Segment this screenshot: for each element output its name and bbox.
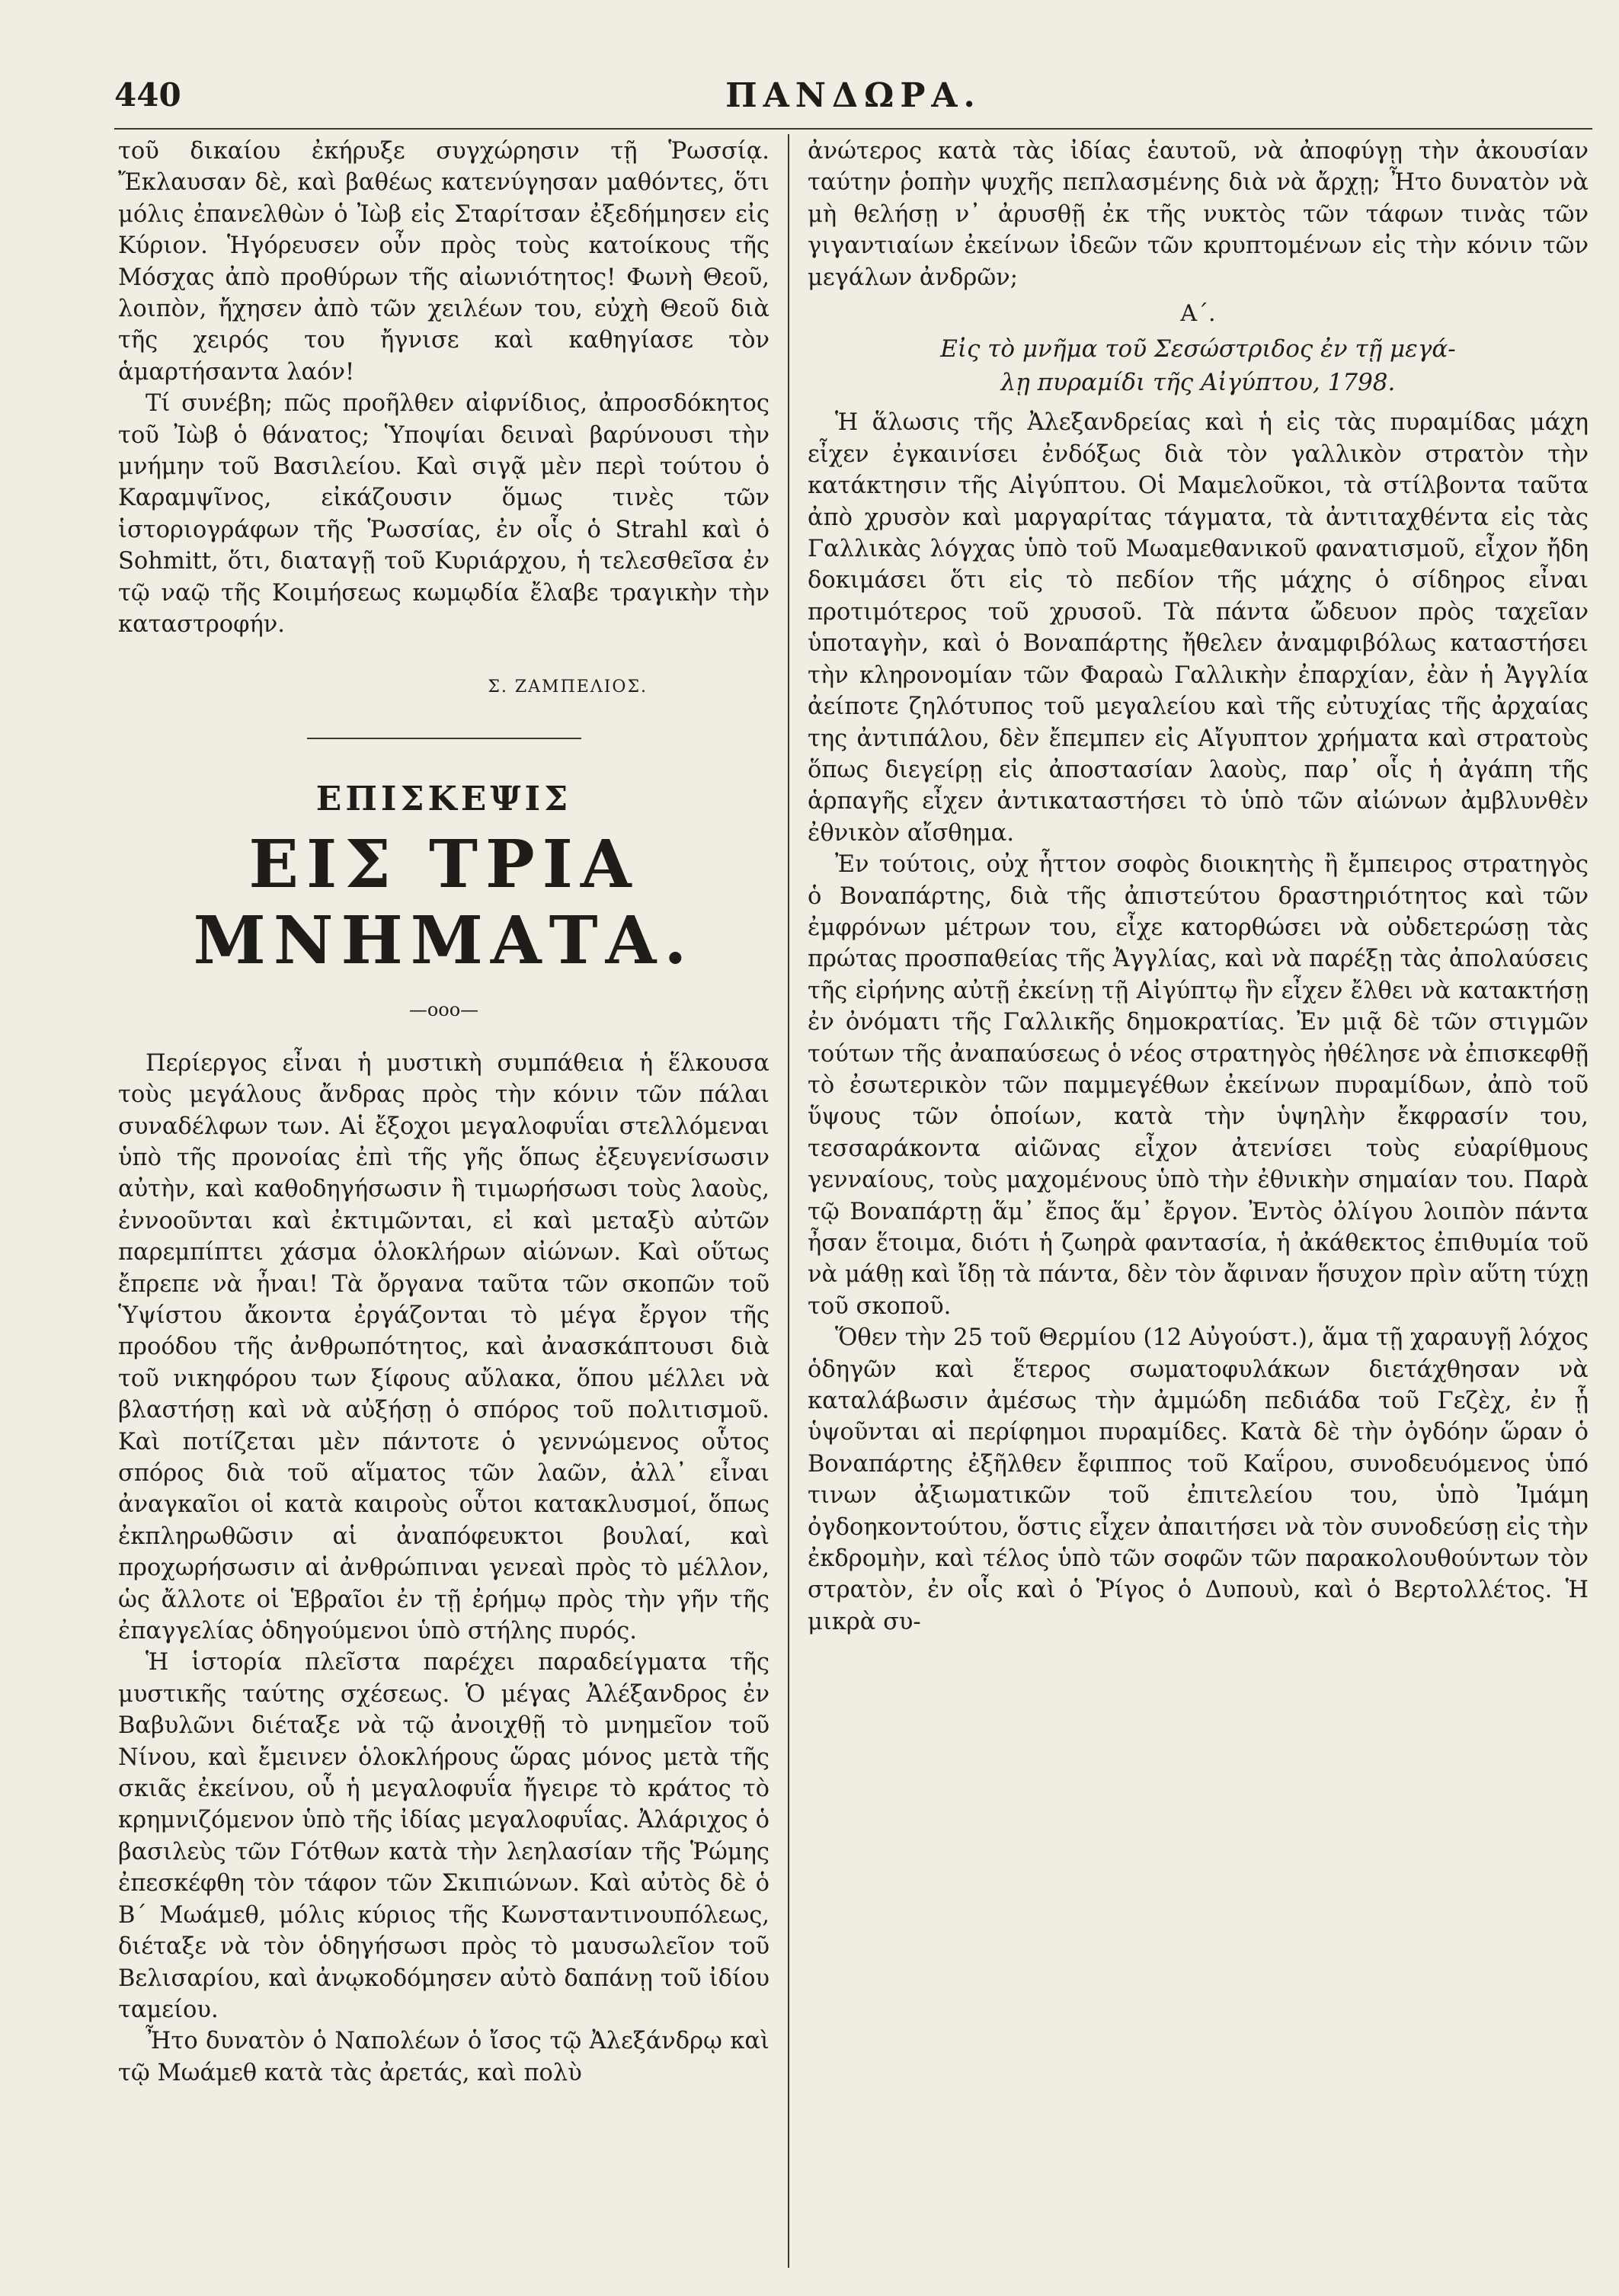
subsection-title-line-1: Εἰς τὸ μνῆμα τοῦ Σεσώστριδος ἐν τῇ μεγά-: [940, 335, 1456, 363]
article-title-line-2: ΕΙΣ ΤΡΙΑ ΜΝΗΜΑΤΑ.: [193, 826, 695, 980]
right-column: [808, 136, 1589, 1638]
left-column: [118, 136, 770, 2089]
author-signature: Σ. ΖΑΜΠΕΛΙΟΣ.: [488, 677, 648, 696]
left-paragraph-2: Τί συνέβη; πῶς προῆλθεν αἰφνίδιος, ἀπροσδόκητος τοῦ Ἰὼβ ὁ θάνατος; Ὑποψίαι δειναὶ βαρύνουσι τὴν μνήμην τοῦ Βασιλείου. Καὶ σιγᾷ μὲν περὶ τούτου ὁ Καραμψῖνος, εἰκάζουσιν ὅμως τινὲς τῶν ἱστοριογράφων τῆς Ῥωσσίας, ἐν οἷς ὁ Strahl καὶ ὁ Sohmitt, ὅτι, διαταγῇ τοῦ Κυριάρχου, ἡ τελεσθεῖσα ἐν τῷ ναῷ τῆς Κοιμήσεως κωμῳδία ἔλαβε τραγικὴν τὴν καταστροφήν.: [118, 390, 770, 639]
section-separator: [307, 738, 581, 739]
ornament: —ooo—: [408, 999, 479, 1021]
left-paragraph-1: τοῦ δικαίου ἐκήρυξε συγχώρησιν τῇ Ῥωσσίᾳ. Ἔκλαυσαν δὲ, καὶ βαθέως κατενύγησαν μαθόντες, ὅτι μόλις ἐπανελθὼν ὁ Ἰὼβ εἰς Σταρίτσαν ἐξεδήμησεν εἰς Κύριον. Ἡγόρευσεν οὖν πρὸς τοὺς κατοίκους τῆς Μόσχας ἀπὸ προθύρων τῆς αἰωνιότητος! Φωνὴ Θεοῦ, λοιπὸν, ἤχησεν ἀπὸ τῶν χειλέων του, εὐχὴ Θεοῦ διὰ τῆς χειρός του ἤγνισε καὶ καθηγίασε τὸν ἁμαρτήσαντα λαόν!: [118, 138, 770, 386]
left-paragraph-4: Ἡ ἱστορία πλεῖστα παρέχει παραδείγματα τῆς μυστικῆς ταύτης σχέσεως. Ὁ μέγας Ἀλέξανδρος ἐν Βαβυλῶνι διέταξε νὰ τῷ ἀνοιχθῇ τὸ μνημεῖον τοῦ Νίνου, καὶ ἔμεινεν ὁλοκλήρους ὥρας μόνος μετὰ τῆς σκιᾶς ἐκείνου, οὗ ἡ μεγαλοφυΐα ἤγειρε τὸ κράτος τὸ κρημνιζόμενον ὑπὸ τῆς ἰδίας μεγαλοφυΐας. Ἀλάριχος ὁ βασιλεὺς τῶν Γότθων κατὰ τὴν λεηλασίαν τῆς Ῥώμης ἐπεσκέφθη τὸν τάφον τῶν Σκιπιώνων. Καὶ αὐτὸς δὲ ὁ Β´ Μωάμεθ, μόλις κύριος τῆς Κωνσταντινουπόλεως, διέταξε νὰ τὸν ὁδηγήσωσι πρὸς τὸ μαυσωλεῖον τοῦ Βελισαρίου, καὶ ἀνῳκοδόμησεν αὐτὸ δαπάνῃ τοῦ ἰδίου ταμείου.: [118, 1649, 770, 2023]
running-title: ΠΑΝΔΩΡΑ.: [725, 76, 981, 115]
page-number: 440: [114, 76, 181, 114]
subsection-title-line-2: λῃ πυραμίδι τῆς Αἰγύπτου, 1798.: [1000, 369, 1396, 397]
right-paragraph-1: ἀνώτερος κατὰ τὰς ἰδίας ἑαυτοῦ, νὰ ἀποφύγῃ τὴν ἀκουσίαν ταύτην ῥοπὴν ψυχῆς πεπλασμένης διὰ νὰ ἄρχῃ; Ἦτο δυνατὸν νὰ μὴ θελήσῃ ν᾽ ἀρυσθῇ ἐκ τῆς νυκτὸς τῶν τάφων τινὰς τῶν γιγαντιαίων ἐκείνων ἰδεῶν τῶν κρυπτομένων εἰς τὴν κόνιν τῶν μεγάλων ἀνδρῶν;: [808, 138, 1589, 291]
header-rule: [114, 128, 1592, 130]
right-paragraph-3: Ἐν τούτοις, οὐχ ἧττον σοφὸς διοικητὴς ἢ ἔμπειρος στρατηγὸς ὁ Βοναπάρτης, διὰ τῆς ἀπιστεύτου δραστηριότητος καὶ τῶν ἐμφρόνων μέτρων του, εἶχε κατορθώσει νὰ οὐδετερώσῃ τὰς πρώτας προσπαθείας τῆς Ἀγγλίας, καὶ νὰ παρέξῃ τὰς ἀπολαύσεις τῆς εἰρήνης αὐτῇ ἐκείνῃ τῇ Αἰγύπτῳ ἣν εἶχεν ἔλθει νὰ κατακτήσῃ ἐν ὀνόματι τῆς Γαλλικῆς δημοκρατίας. Ἐν μιᾷ δὲ τῶν στιγμῶν τούτων τῆς ἀναπαύσεως ὁ νέος στρατηγὸς ἠθέλησε νὰ ἐπισκεφθῇ τὸ ἐσωτερικὸν τῶν παμμεγέθων ἐκείνων πυραμίδων, ἀπὸ τοῦ ὕψους τῶν ὁποίων, κατὰ τὴν ὑψηλὴν ἔκφρασίν του, τεσσαράκοντα αἰῶνας εἶχον ἀτενίσει τοὺς εὐαρίθμους γενναίους, τοὺς μαχομένους ὑπὸ τὴν ἐθνικὴν σημαίαν του. Παρὰ τῷ Βοναπάρτῃ ἅμ᾽ ἔπος ἅμ᾽ ἔργον. Ἐντὸς ὀλίγου λοιπὸν πάντα ἦσαν ἕτοιμα, διότι ἡ ζωηρὰ φαντασία, ἡ ἀκάθεκτος ἐπιθυμία τοῦ νὰ μάθῃ καὶ ἴδῃ τὰ πάντα, δὲν τὸν ἄφιναν ἥσυχον πρὶν αὕτη τύχῃ τοῦ σκοποῦ.: [808, 851, 1589, 1320]
left-paragraph-5: Ἦτο δυνατὸν ὁ Ναπολέων ὁ ἴσος τῷ Ἀλεξάνδρῳ καὶ τῷ Μωάμεθ κατὰ τὰς ἀρετάς, καὶ πολὺ: [118, 2028, 770, 2086]
page-header: [114, 76, 1592, 130]
right-paragraph-2: Ἡ ἅλωσις τῆς Ἀλεξανδρείας καὶ ἡ εἰς τὰς πυραμίδας μάχη εἶχεν ἐγκαινίσει ἐνδόξως διὰ τὸν γαλλικὸν στρατὸν τὴν κατάκτησιν τῆς Αἰγύπτου. Οἱ Μαμελοῦκοι, τὰ στίλβοντα ταῦτα ἀπὸ χρυσὸν καὶ μαργαρίτας τάγματα, τὰ ἀντιταχθέντα εἰς τὰς Γαλλικὰς λόγχας ὑπὸ τοῦ Μωαμεθανικοῦ φανατισμοῦ, εἶχον ἤδη δοκιμάσει ὅτι εἰς τὸ πεδίον τῆς μάχης ὁ σίδηρος εἶναι προτιμότερος τοῦ χρυσοῦ. Τὰ πάντα ὤδευον πρὸς ταχεῖαν ὑποταγὴν, καὶ ὁ Βοναπάρτης ἤθελεν ἀναμφιβόλως καταστήσει τὴν κληρονομίαν τῶν Φαραὼ Γαλλικὴν ἐπαρχίαν, ἐὰν ἡ Ἀγγλία ἀείποτε ζηλότυπος τοῦ μεγαλείου καὶ τῆς εὐτυχίας τῆς ἀρχαίας της ἀντιπάλου, δὲν ἔπεμπεν εἰς Αἴγυπτον χρήματα καὶ στρατοὺς ὅπως διεγείρῃ εἰς ἀποστασίαν λαοὺς, παρ᾽ οἷς ἡ ἀγάπη τῆς ἁρπαγῆς εἶχεν ἀντικαταστήσει τὸ ὑπὸ τῶν αἰώνων ἀμβλυνθὲν ἐθνικὸν αἴσθημα.: [808, 409, 1589, 847]
part-mark: Α´.: [1180, 300, 1216, 328]
article-title-line-1: ΕΠΙΣΚΕΨΙΣ: [315, 779, 572, 818]
left-paragraph-3: Περίεργος εἶναι ἡ μυστικὴ συμπάθεια ἡ ἕλκουσα τοὺς μεγάλους ἄνδρας πρὸς τὴν κόνιν τῶν πάλαι συναδέλφων των. Αἱ ἔξοχοι μεγαλοφυΐαι στελλόμεναι ὑπὸ τῆς προνοίας ἐπὶ τῆς γῆς ὅπως ἐξευγενίσωσιν αὐτὴν, καὶ καθοδηγήσωσιν ἢ τιμωρήσωσι τοὺς λαοὺς, ἐννοοῦνται καὶ ἐκτιμῶνται, εἰ καὶ μεταξὺ αὐτῶν παρεμπίπτει χάσμα ὁλοκλήρων αἰώνων. Καὶ οὕτως ἔπρεπε νὰ ἦναι! Τὰ ὄργανα ταῦτα τῶν σκοπῶν τοῦ Ὑψίστου ἄκοντα ἐργάζονται τὸ μέγα ἔργον τῆς προόδου τῆς ἀνθρωπότητος, καὶ ἀνασκάπτουσι διὰ τοῦ νικηφόρου των ξίφους αὔλακα, ὅπου μέλλει νὰ βλαστήσῃ καὶ νὰ αὐξήσῃ ὁ σπόρος τοῦ πολιτισμοῦ. Καὶ ποτίζεται μὲν πάντοτε ὁ γεννώμενος οὗτος σπόρος διὰ τοῦ αἵματος τῶν λαῶν, ἀλλ᾽ εἶναι ἀναγκαῖοι οἱ κατὰ καιροὺς οὗτοι κατακλυσμοί, ὅπως ἐκπληρωθῶσιν αἱ ἀναπόφευκτοι βουλαί, καὶ προχωρήσωσιν αἱ ἀνθρώπιναι γενεαὶ πρὸς τὸ μέλλον, ὡς ἄλλοτε οἱ Ἑβραῖοι ἐν τῇ ἐρήμῳ πρὸς τὴν γῆν τῆς ἐπαγγελίας ὁδηγούμενοι ὑπὸ στήλης πυρός.: [118, 1049, 770, 1645]
right-paragraph-4: Ὅθεν τὴν 25 τοῦ Θερμίου (12 Αὐγούστ.), ἅμα τῇ χαραυγῇ λόχος ὁδηγῶν καὶ ἕτερος σωματοφυλάκων διετάχθησαν νὰ καταλάβωσιν ἀμέσως τὴν ἀμμώδη πεδιάδα τοῦ Γεζὲχ, ἐν ᾗ ὑψοῦνται αἱ περίφημοι πυραμίδες. Κατὰ δὲ τὴν ὀγδόην ὥραν ὁ Βοναπάρτης ἐξῆλθεν ἔφιππος τοῦ Καΐρου, συνοδευόμενος ὑπό τινων ἀξιωματικῶν τοῦ ἐπιτελείου του, ὑπὸ Ἰμάμη ὀγδοηκοντούτου, ὅστις εἶχεν ἀπαιτήσει νὰ τὸν συνοδεύσῃ εἰς τὴν ἐκδρομὴν, καὶ τέλος ὑπὸ τῶν σοφῶν τῶν παρακολουθούντων τὸν στρατὸν, ἐν οἷς καὶ ὁ Ῥίγος ὁ Δυπουὺ, καὶ ὁ Βερτολλέτος. Ἡ μικρὰ συ-: [808, 1324, 1589, 1635]
subsection-title: [808, 332, 1589, 399]
column-divider: [788, 134, 789, 2268]
